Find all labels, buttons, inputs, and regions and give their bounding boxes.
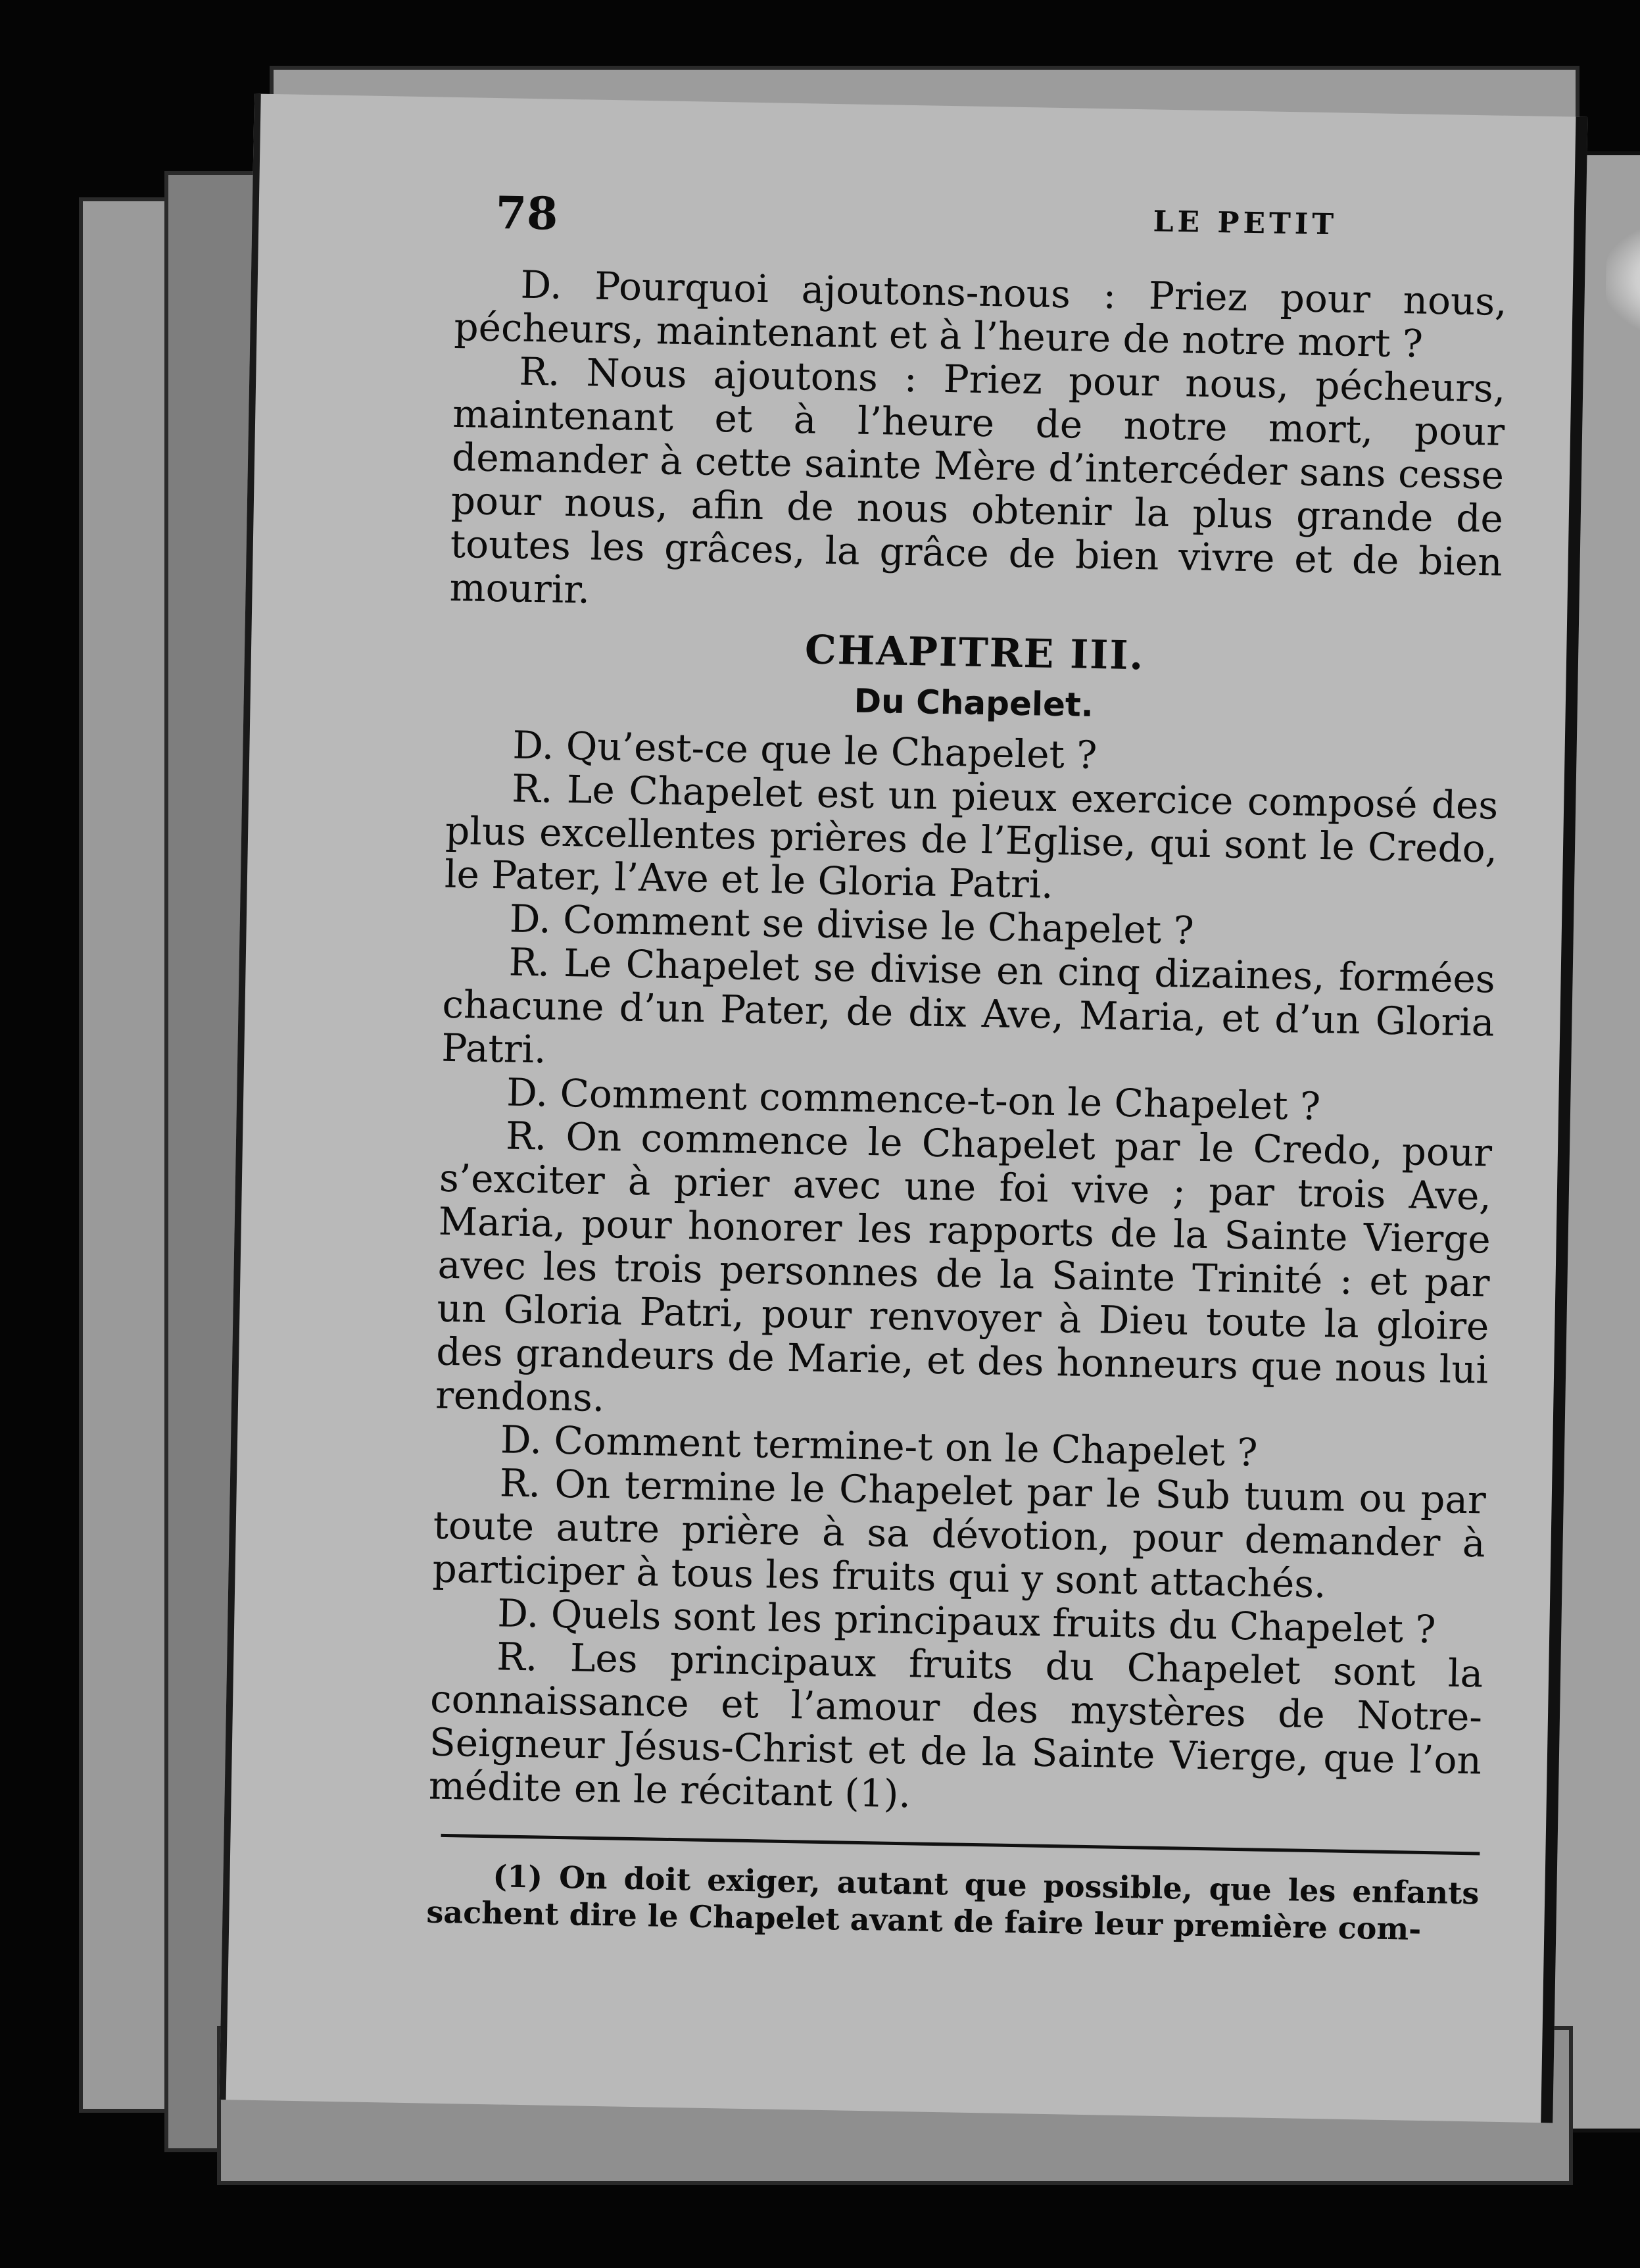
- paragraph-question: D. Comment se divise le Chapelet ?: [509, 896, 1195, 953]
- chapter-subtitle: Du Chapelet.: [854, 681, 1094, 724]
- paragraph-answer: R. Les principaux fruits du Chapelet sont la connaissance et l’amour des mystères de Notre-Seigneur Jésus-Christ et de la Sainte Vierge, que l’on médite en le récitant (1).: [428, 1634, 1483, 1817]
- paragraph-question: D. Comment commence-t-on le Chapelet ?: [506, 1070, 1321, 1129]
- paragraph-question: D. Qu’est-ce que le Chapelet ?: [512, 722, 1097, 778]
- paragraph-answer: R. Nous ajoutons : Priez pour nous, pécheurs, maintenant et à l’heure de notre mort, pour demander à cette sainte Mère d’intercéder sans cesse pour nous, afin de nous obtenir la plus grande de toutes les grâces, la grâce de bien vivre et de bien mourir.: [449, 349, 1506, 612]
- paragraph-answer: R. Le Chapelet se divise en cinq dizaines, formées chacune d’un Pater, de dix Ave, Maria, et d’un Gloria Patri.: [441, 939, 1496, 1072]
- footnote: (1) On doit exiger, autant que possible, que les enfants sachent dire le Chapelet avant de faire leur première com-: [426, 1858, 1480, 1947]
- footnote-divider: [441, 1834, 1480, 1856]
- running-head: [494, 187, 1416, 275]
- paragraph-question: D. Comment termine-t on le Chapelet ?: [500, 1417, 1258, 1475]
- book-page: [220, 94, 1588, 2123]
- chapter-title: CHAPITRE III.: [804, 627, 1145, 679]
- paragraph-question: D. Pourquoi ajoutons-nous : Priez pour nous, pécheurs, maintenant et à l’heure de notre mort ?: [454, 262, 1508, 366]
- paragraph-answer: R. On termine le Chapelet par le Sub tuum ou par toute autre prière à sa dévotion, pour demander à participer à tous les fruits qui y sont attachés.: [432, 1460, 1487, 1607]
- text-block: [426, 262, 1507, 1949]
- paragraph-question: D. Quels sont les principaux fruits du Chapelet ?: [496, 1590, 1437, 1652]
- running-head-title: LE PETIT: [1153, 205, 1338, 242]
- paragraph-answer: R. On commence le Chapelet par le Credo, pour s’exciter à prier avec une foi vive ; par trois Ave, Maria, pour honorer les rapports de la Sainte Vierge avec les trois personnes de la Sainte Trinité : et par un Gloria Patri, pour renvoyer à Dieu toute la gloire des grandeurs de Marie, et des honneurs que nous lui rendons.: [435, 1113, 1493, 1421]
- page-number: 78: [494, 186, 558, 241]
- paragraph-answer: R. Le Chapelet est un pieux exercice composé des plus excellentes prières de l’Eglise, qui sont le Credo, le Pater, l’Ave et le Gloria Patri.: [444, 766, 1499, 907]
